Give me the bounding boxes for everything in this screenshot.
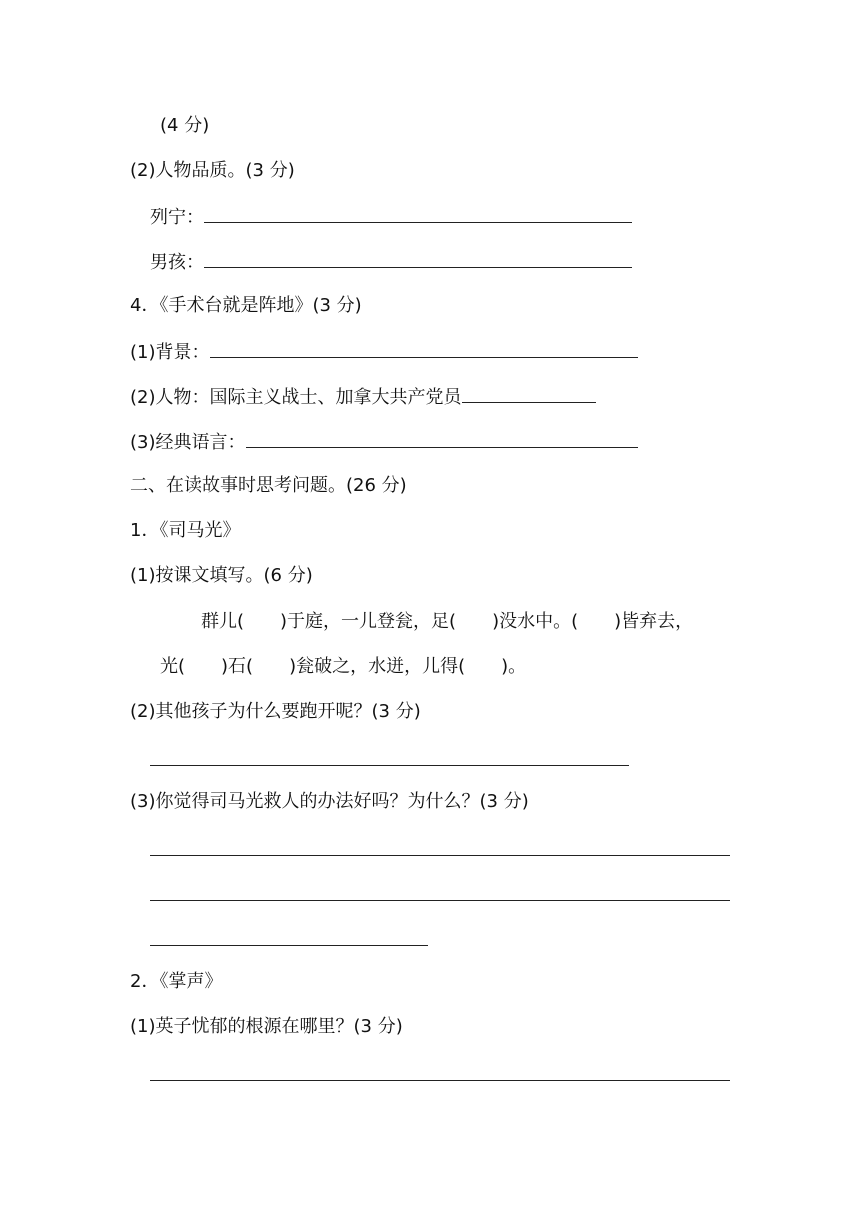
- question-background: (1)背景：: [130, 339, 638, 365]
- question-fill-text: (1)按课文填写。(6 分): [130, 565, 313, 586]
- answer-lenin: 列宁：: [150, 204, 632, 230]
- question-character-quality: (2)人物品质。(3 分): [130, 160, 295, 181]
- question-why-run: (2)其他孩子为什么要跑开呢？(3 分): [130, 701, 421, 722]
- part-two-heading: 二、在读故事时思考问题。(26 分): [130, 475, 407, 496]
- answer-line[interactable]: [150, 945, 428, 946]
- passage-line-1: 群儿( )于庭，一儿登瓮，足( )没水中。( )皆弃去，: [201, 611, 694, 632]
- score-note: (4 分): [160, 115, 210, 136]
- section-title-simaguang: 1．《司马光》: [130, 520, 241, 541]
- question-root-of-sadness: (1)英子忧郁的根源在哪里？(3 分): [130, 1016, 403, 1037]
- answer-line[interactable]: [150, 855, 730, 856]
- answer-line[interactable]: [150, 900, 730, 901]
- answer-blank[interactable]: [462, 384, 596, 403]
- section-title-operating-table: 4．《手术台就是阵地》(3 分): [130, 295, 362, 316]
- section-title-applause: 2．《掌声》: [130, 971, 223, 992]
- answer-blank[interactable]: [204, 249, 632, 268]
- question-classic-quote: (3)经典语言：: [130, 429, 638, 455]
- answer-line[interactable]: [150, 765, 629, 766]
- answer-blank[interactable]: [210, 339, 638, 358]
- question-good-method: (3)你觉得司马光救人的办法好吗？为什么？(3 分): [130, 791, 529, 812]
- passage-line-2: 光( )石( )瓮破之，水迸，儿得( )。: [160, 656, 527, 677]
- answer-blank[interactable]: [246, 429, 638, 448]
- answer-blank[interactable]: [204, 204, 632, 223]
- answer-line[interactable]: [150, 1080, 730, 1081]
- answer-boy: 男孩：: [150, 249, 632, 275]
- question-person: (2)人物：国际主义战士、加拿大共产党员: [130, 384, 596, 410]
